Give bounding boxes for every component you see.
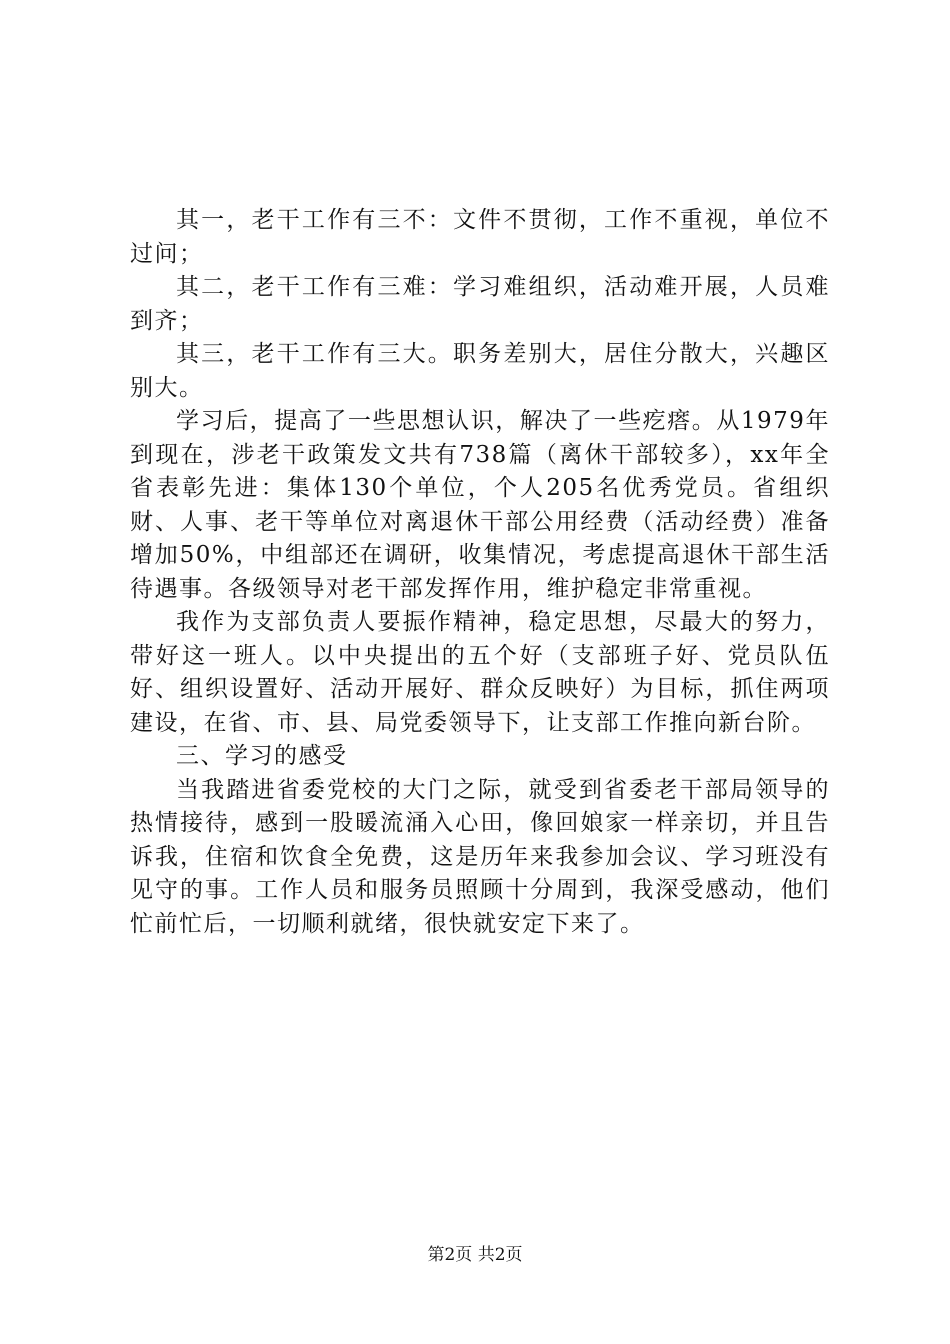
section-heading: 三、学习的感受 xyxy=(176,743,348,769)
paragraph-feelings: 当我踏进省委党校的大门之际，就受到省委老干部局领导的热情接待，感到一股暖流涌入心田，像回娘家一样亲切，并且告诉我，住宿和饮食全免费，这是历年来我参加会议、学习班没有见守的事。工作人员和服务员照顾十分周到，我深受感动，他们忙前忙后，一切顺利就绪，很快就安定下来了。 xyxy=(130,776,830,937)
page-number-footer: 第2页 共2页 xyxy=(427,1245,523,1265)
paragraph-point-three: 其三，老干工作有三大。职务差别大，居住分散大，兴趣区别大。 xyxy=(130,341,830,401)
document-body xyxy=(130,204,830,941)
paragraph-point-two: 其二，老干工作有三难：学习难组织，活动难开展，人员难到齐； xyxy=(130,274,830,334)
paragraph-after-study: 学习后，提高了一些思想认识，解决了一些疙瘩。从1979年到现在，涉老干政策发文共有738篇（离休干部较多），xx年全省表彰先进：集体130个单位，个人205名优秀党员。省组织财、人事、老干等单位对离退休干部公用经费（活动经费）准备增加50%，中组部还在调研，收集情况，考虑提高退休干部生活待遇事。各级领导对老干部发挥作用，维护稳定非常重视。 xyxy=(130,408,830,602)
paragraph-point-one: 其一，老干工作有三不：文件不贯彻，工作不重视，单位不过问； xyxy=(130,207,830,267)
paragraph-branch-leader: 我作为支部负责人要振作精神，稳定思想，尽最大的努力，带好这一班人。以中央提出的五个好（支部班子好、党员队伍好、组织设置好、活动开展好、群众反映好）为目标，抓住两项建设，在省、市、县、局党委领导下，让支部工作推向新台阶。 xyxy=(130,609,830,736)
